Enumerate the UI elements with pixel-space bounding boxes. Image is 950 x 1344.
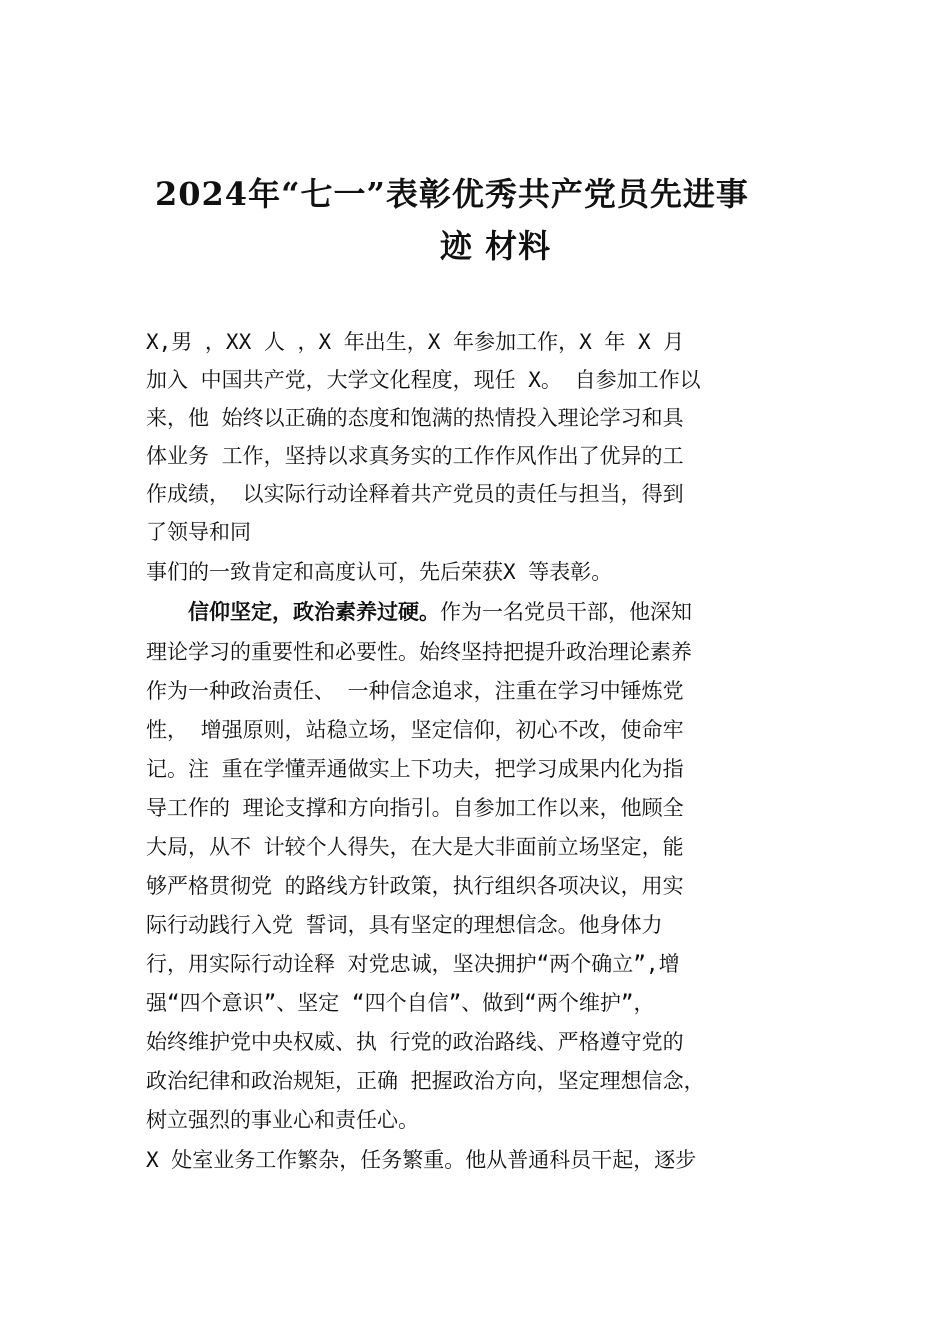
- title-line-2: 迹 材料: [440, 227, 552, 265]
- document-title: [140, 168, 820, 272]
- text-line: 强“四个意识”、坚定 “四个自信”、做到“两个维护”，: [146, 991, 655, 1015]
- text-line: 理论学习的重要性和必要性。始终坚持把提升政治理论素养: [146, 640, 692, 664]
- text-line: 行，用实际行动诠释 对党忠诚，坚决拥护“两个确立”,增: [146, 952, 680, 976]
- text-line: 来，他 始终以正确的态度和饱满的热情投入理论学习和具: [146, 406, 684, 430]
- text-line: 加入 中国共产党，大学文化程度，现任 X。 自参加工作以: [146, 368, 701, 392]
- paragraph-lead-heading: 信仰坚定，政治素养过硬。: [188, 600, 440, 624]
- text-line: 始终维护党中央权威、执 行党的政治路线、严格遵守党的: [146, 1030, 684, 1054]
- text-line: 作为一种政治责任、 一种信念追求，注重在学习中锤炼党: [146, 679, 684, 703]
- text-line: [146, 596, 868, 628]
- text-line: 际行动践行入党 誓词，具有坚定的理想信念。他身体力: [146, 913, 663, 937]
- text-line: 体业务 工作，坚持以求真务实的工作作风作出了优异的工: [146, 444, 684, 468]
- text-line: 够严格贯彻党 的路线方针政策，执行组织各项决议，用实: [146, 874, 684, 898]
- paragraph-lead-rest: 作为一名党员干部，他深知: [440, 600, 692, 624]
- text-line: 性， 增强原则，站稳立场，坚定信仰，初心不改，使命牢: [146, 718, 684, 742]
- text-line: 记。注 重在学懂弄通做实上下功夫，把学习成果内化为指: [146, 757, 684, 781]
- text-line: X 处室业务工作繁杂，任务繁重。他从普通科员干起，逐步: [146, 1148, 697, 1172]
- text-line: 大局，从不 计较个人得失，在大是大非面前立场坚定，能: [146, 835, 684, 859]
- text-line: 作成绩， 以实际行动诠释着共产党员的责任与担当，得到: [146, 482, 684, 506]
- text-line: 树立强烈的事业心和责任心。: [146, 1108, 419, 1132]
- title-line-1: 2024年“七一”表彰优秀共产党员先进事: [155, 175, 749, 213]
- text-line: 了领导和同: [146, 520, 251, 544]
- text-line: X,男 ，XX 人 ，X 年出生，X 年参加工作，X 年 X 月: [146, 330, 685, 354]
- text-line: 政治纪律和政治规矩，正确 把握政治方向，坚定理想信念，: [146, 1069, 705, 1093]
- text-line: 导工作的 理论支撑和方向指引。自参加工作以来，他顾全: [146, 796, 684, 820]
- text-line: 事们的一致肯定和高度认可，先后荣获X 等表彰。: [146, 560, 613, 584]
